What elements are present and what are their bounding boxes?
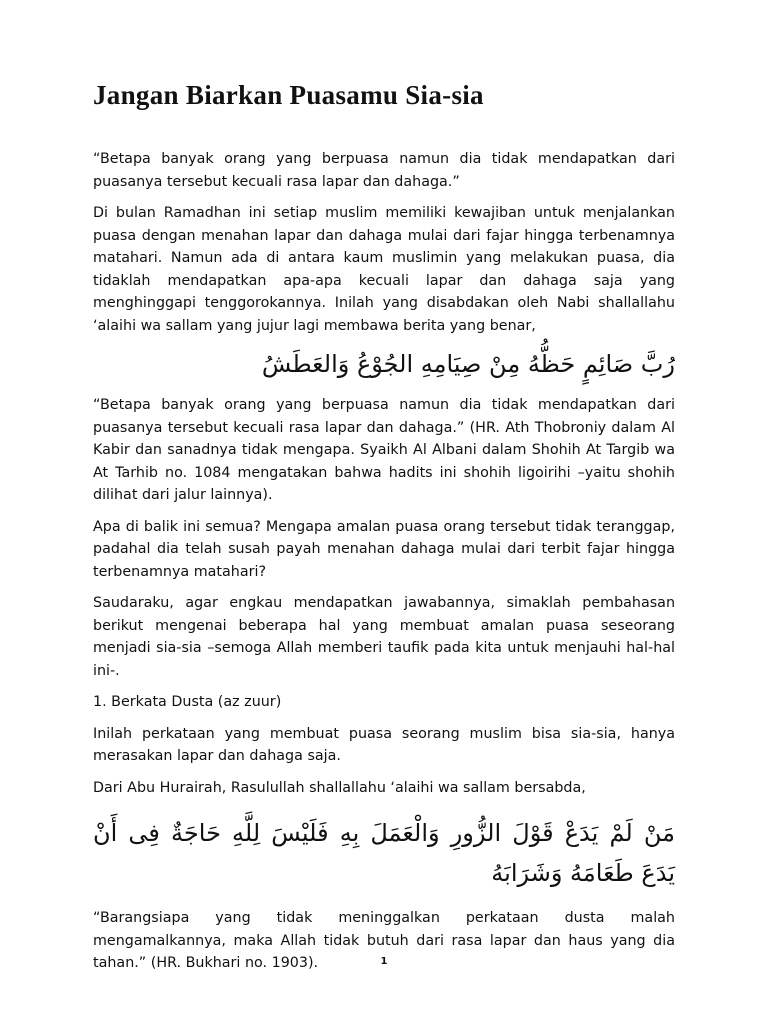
page-number: 1 bbox=[380, 956, 388, 967]
section-heading: 1. Berkata Dusta (az zuur) bbox=[93, 694, 282, 710]
narration-paragraph: Dari Abu Hurairah, Rasulullah shallallahu ‘alaihi wa sallam bersabda, bbox=[93, 779, 586, 796]
translation-paragraph: “Betapa banyak orang yang berpuasa namun dia tidak mendapatkan dari puasanya tersebut kecuali rasa lapar dan dahaga.” (HR. Ath Thobroniy dalam Al Kabir dan sanadnya tidak mengapa. Syaikh Al Albani dalam Shohih At Targib wa At Tarhib no. 1084 mengatakan bahwa hadits ini shohih ligoirihi –yaitu shohih dilihat dari jalur lainnya). bbox=[93, 397, 675, 503]
saudaraku-paragraph: Saudaraku, agar engkau mendapatkan jawabannya, simaklah pembahasan berikut mengenai beberapa hal yang membuat amalan puasa seseorang menjadi sia-sia –semoga Allah memberi taufik pada kita untuk menjauhi hal-hal ini-. bbox=[93, 595, 675, 679]
arabic-hadith-1: رُبَّ صَائِمٍ حَظُّهُ مِنْ صِيَامِهِ الجُوْعُ وَالعَطَشُ bbox=[261, 350, 675, 378]
quote-paragraph: “Betapa banyak orang yang berpuasa namun dia tidak mendapatkan dari puasanya tersebut kecuali rasa lapar dan dahaga.” bbox=[93, 151, 675, 190]
arabic-hadith-2: مَنْ لَمْ يَدَعْ قَوْلَ الزُّورِ وَالْعَمَلَ بِهِ فَلَيْسَ لِلَّهِ حَاجَةٌ فِى أَنْ يَدَعَ طَعَامَهُ وَشَرَابَهُ bbox=[93, 819, 675, 887]
question-paragraph: Apa di balik ini semua? Mengapa amalan puasa orang tersebut tidak teranggap, padahal dia telah susah payah menahan dahaga mulai dari terbit fajar hingga terbenamnya matahari? bbox=[93, 518, 675, 580]
dusta-paragraph: Inilah perkataan yang membuat puasa seorang muslim bisa sia-sia, hanya merasakan lapar dan dahaga saja. bbox=[93, 725, 675, 764]
translation-paragraph-2: “Barangsiapa yang tidak meninggalkan perkataan dusta malah mengamalkannya, maka Allah tidak butuh dari rasa lapar dan haus yang dia tahan.” (HR. Bukhari no. 1903). bbox=[93, 910, 675, 971]
document-page bbox=[93, 78, 675, 984]
document-title: Jangan Biarkan Puasamu Sia-sia bbox=[93, 80, 484, 110]
intro-paragraph: Di bulan Ramadhan ini setiap muslim memiliki kewajiban untuk menjalankan puasa dengan menahan lapar dan dahaga mulai dari fajar hingga terbenamnya matahari. Namun ada di antara kaum muslimin yang melakukan puasa, dia tidaklah mendapatkan apa-apa kecuali lapar dan dahaga saja yang menghinggapi tenggorokannya. Inilah yang disabdakan oleh Nabi shallallahu ‘alaihi wa sallam yang jujur lagi membawa berita yang benar, bbox=[93, 205, 675, 334]
